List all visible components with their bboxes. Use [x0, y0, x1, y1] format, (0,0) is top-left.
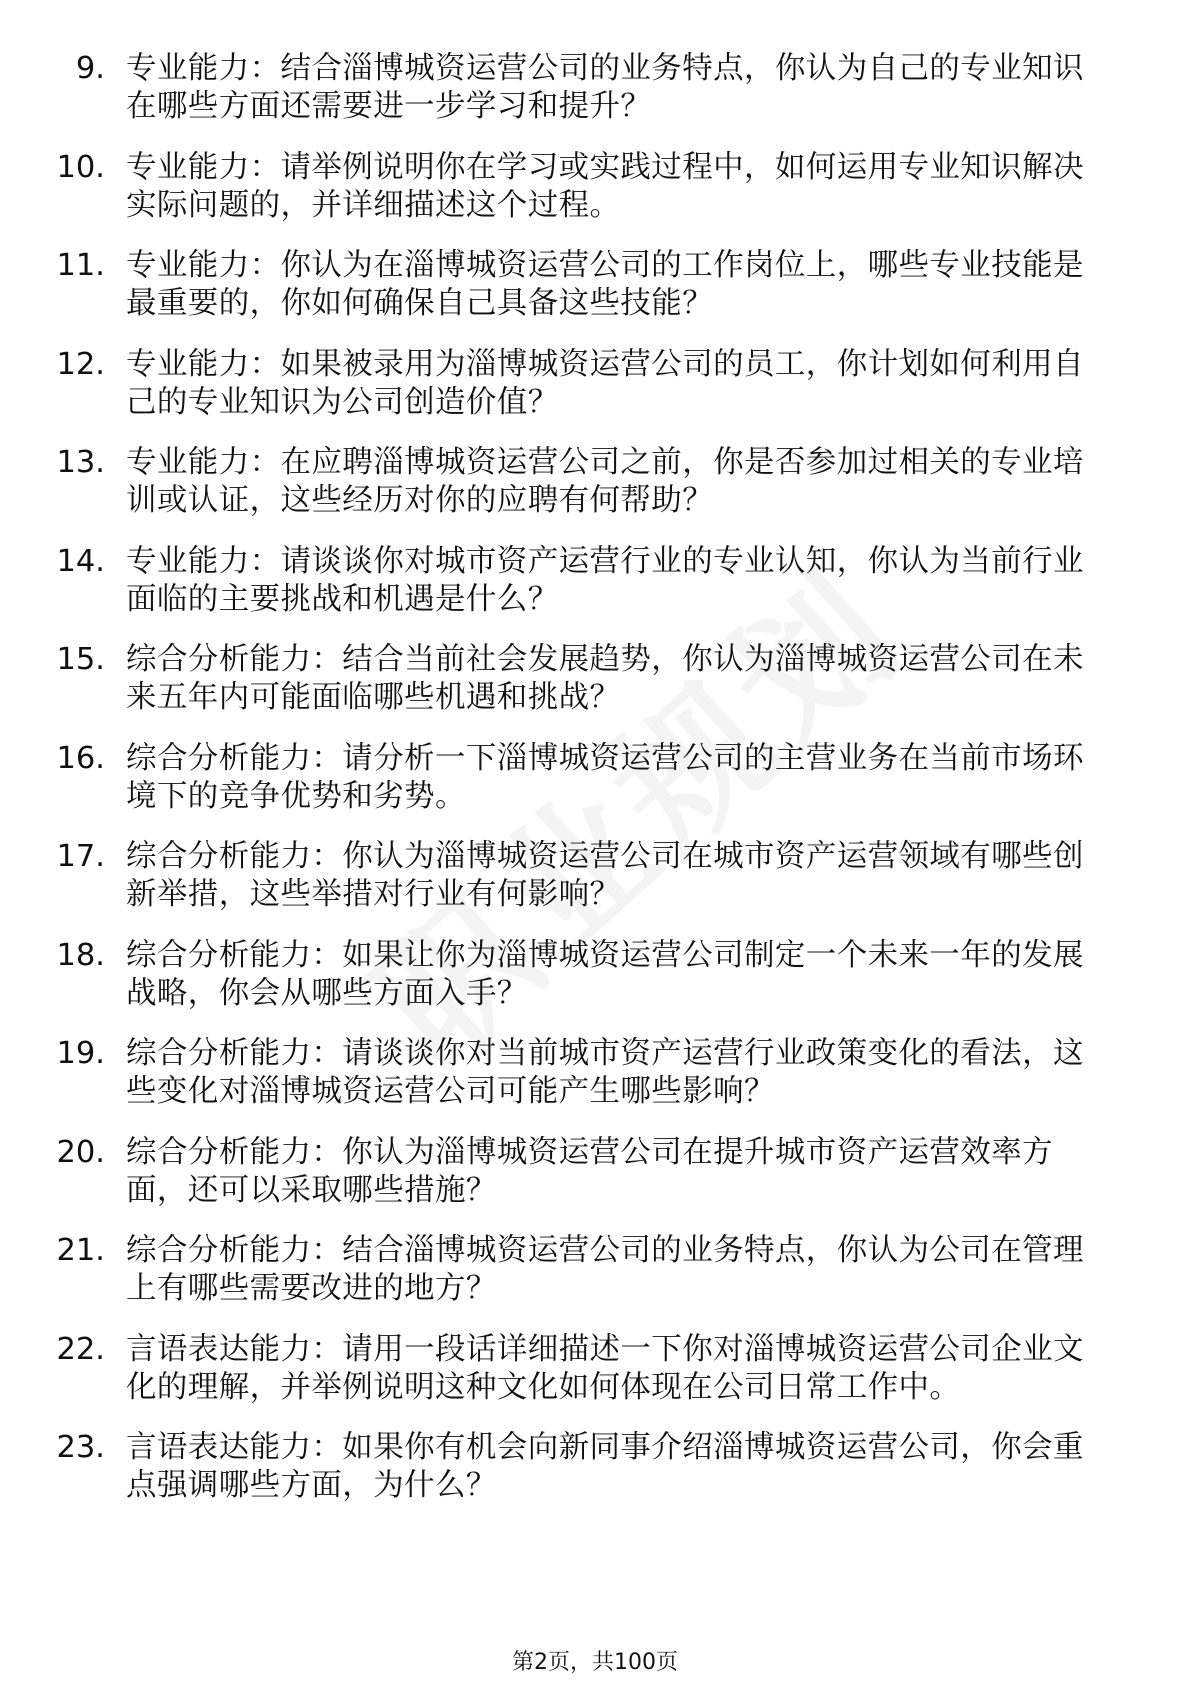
question-text: 专业能力：在应聘淄博城资运营公司之前，你是否参加过相关的专业培训或认证，这些经历对你的应聘有何帮助？ [126, 445, 1084, 518]
question-item [0, 937, 1190, 1013]
question-item [0, 50, 1190, 126]
question-number: 9. [75, 51, 105, 86]
question-number: 14. [56, 543, 105, 579]
question-item [0, 1331, 1190, 1407]
question-number: 13. [56, 445, 105, 480]
question-item [0, 1429, 1190, 1505]
question-text: 言语表达能力：请用一段话详细描述一下你对淄博城资运营公司企业文化的理解，并举例说明这种文化如何体现在公司日常工作中。 [126, 1331, 1084, 1405]
question-text: 专业能力：请举例说明你在学习或实践过程中，如何运用专业知识解决实际问题的，并详细描述这个过程。 [126, 149, 1084, 223]
question-item [0, 838, 1190, 914]
question-number: 17. [56, 839, 105, 874]
question-list [0, 50, 1190, 1528]
question-text: 综合分析能力：结合当前社会发展趋势，你认为淄博城资运营公司在未来五年内可能面临哪些机遇和挑战？ [126, 642, 1084, 715]
question-item [0, 641, 1190, 717]
question-number: 12. [56, 346, 105, 382]
question-number: 21. [56, 1233, 105, 1268]
question-number: 10. [56, 149, 105, 185]
question-item [0, 1232, 1190, 1308]
question-item [0, 247, 1190, 323]
question-item [0, 543, 1190, 619]
question-number: 23. [56, 1430, 105, 1465]
question-text: 专业能力：结合淄博城资运营公司的业务特点，你认为自己的专业知识在哪些方面还需要进一步学习和提升？ [126, 51, 1084, 124]
question-number: 19. [56, 1036, 105, 1071]
question-text: 综合分析能力：如果让你为淄博城资运营公司制定一个未来一年的发展战略，你会从哪些方面入手？ [126, 937, 1084, 1011]
question-text: 综合分析能力：请谈谈你对当前城市资产运营行业政策变化的看法，这些变化对淄博城资运营公司可能产生哪些影响？ [126, 1036, 1084, 1109]
question-item [0, 740, 1190, 816]
question-number: 11. [56, 248, 105, 283]
question-text: 综合分析能力：请分析一下淄博城资运营公司的主营业务在当前市场环境下的竞争优势和劣势。 [126, 740, 1084, 814]
page-footer: 第2页，共100页 [512, 1650, 678, 1675]
question-text: 专业能力：如果被录用为淄博城资运营公司的员工，你计划如何利用自己的专业知识为公司创造价值？ [126, 346, 1084, 420]
question-text: 言语表达能力：如果你有机会向新同事介绍淄博城资运营公司，你会重点强调哪些方面，为什么？ [126, 1430, 1084, 1503]
question-item [0, 346, 1190, 422]
question-number: 15. [56, 642, 105, 677]
question-item [0, 1134, 1190, 1210]
question-text: 专业能力：请谈谈你对城市资产运营行业的专业认知，你认为当前行业面临的主要挑战和机遇是什么？ [126, 543, 1084, 617]
question-number: 18. [56, 937, 105, 973]
question-text: 综合分析能力：结合淄博城资运营公司的业务特点，你认为公司在管理上有哪些需要改进的地方？ [126, 1233, 1084, 1306]
question-item [0, 149, 1190, 225]
question-text: 专业能力：你认为在淄博城资运营公司的工作岗位上，哪些专业技能是最重要的，你如何确保自己具备这些技能？ [126, 248, 1084, 321]
question-item [0, 444, 1190, 520]
question-number: 20. [56, 1134, 105, 1170]
question-text: 综合分析能力：你认为淄博城资运营公司在提升城市资产运营效率方面，还可以采取哪些措施？ [126, 1134, 1053, 1208]
question-number: 22. [56, 1331, 105, 1367]
question-text: 综合分析能力：你认为淄博城资运营公司在城市资产运营领域有哪些创新举措，这些举措对行业有何影响？ [126, 839, 1084, 912]
question-item [0, 1035, 1190, 1111]
question-number: 16. [56, 740, 105, 776]
